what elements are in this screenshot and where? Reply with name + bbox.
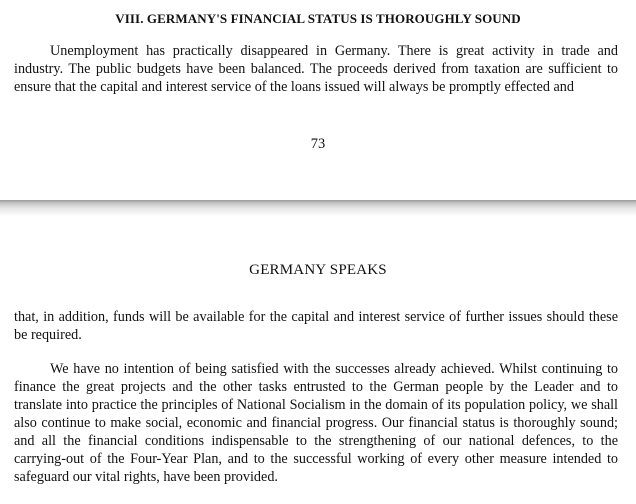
paragraph-unemployment: Unemployment has practically disappeared in Germany. There is great activity in trade and industry. The public budgets have been balanced. The proceeds derived from taxation are sufficient to ensure that the capital and interest service of the loans issued will always be promptly effected and bbox=[14, 43, 618, 95]
running-head: GERMANY SPEAKS bbox=[249, 262, 387, 278]
page-bottom bbox=[0, 216, 636, 504]
page-separator bbox=[0, 200, 636, 216]
paragraph-financial-progress: We have no intention of being satisfied with the successes already achieved. Whilst continuing to finance the great projects and the other tasks entrusted to the German people by the Leader and to translate into practice the principles of National Socialism in the domain of its population policy, we shall also continue to make social, economic and financial progress. Our financial status is thoroughly sound; and all the financial conditions indispensable to the strengthening of our national defences, to the carrying-out of the Four-Year Plan, and to the successful working of every other measure intended to safeguard our vital rights, have been provided. bbox=[14, 361, 618, 485]
paragraph-continued: that, in addition, funds will be available for the capital and interest service of further issues should these be required. bbox=[14, 309, 618, 343]
page-top bbox=[0, 0, 636, 200]
section-heading: VIII. GERMANY'S FINANCIAL STATUS IS THOROUGHLY SOUND bbox=[115, 11, 521, 26]
page-number: 73 bbox=[310, 136, 326, 152]
